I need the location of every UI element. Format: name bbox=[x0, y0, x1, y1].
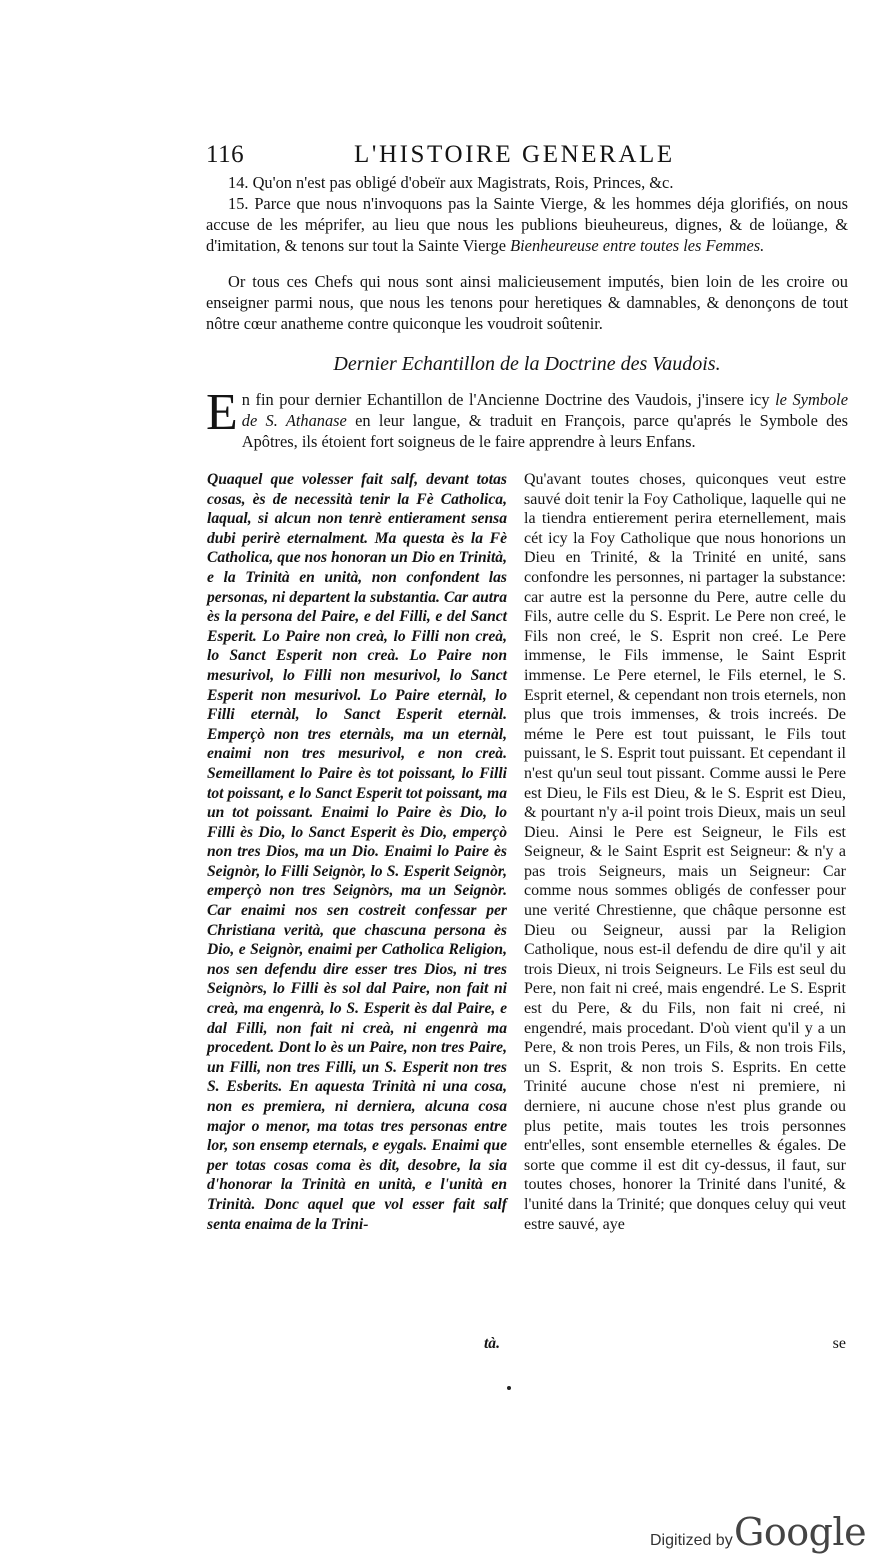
section-title: Dernier Echantillon de la Doctrine des Vaudois. bbox=[333, 353, 721, 375]
french-text: Qu'avant toutes choses, quiconques veut estre sauvé doit tenir la Foy Catholique, laquelle qui ne la tiendra entierement perira eternellement, mais cét icy la Foy Catholique que nous honorions un Dieu en Trinité, & la Trinité en unité, sans confondre les personnes, ni partager la substance: car autre est la personne du Pere, autre celle du Fils, autre celle du S. Esprit. Le Pere non creé, le Fils non creé, le S. Esprit non creé. Le Pere immense, le Fils immense, le Saint Esprit immense. Le Pere eternel, le Fils eternel, le S. Esprit eternel, & cependant non trois eternels, non plus que trois immenses, & trois increés. De méme le Pere est tout puissant, le Fils tout puissant, le S. Esprit tout puissant. Et cependant il n'est qu'un seul tout pissant. Comme aussi le Pere est Dieu, le Fils est Dieu, & le S. Esprit est Dieu, & pourtant n'y a-il point trois Dieux, mais un seul Dieu. Ainsi le Pere est Seigneur, le Fils est Seigneur, & le Saint Esprit est Seigneur: & n'y a pas trois Seigneurs, mais un Seigneur: Car comme nous sommes obligés de confesser pour une verité Chrestienne, que châque personne est Dieu ou Seigneur, aussi par la Religion Catholique, nous est-il defendu de dire qu'il y ait trois Dieux, ni trois Seigneurs. Le Fils est seul du Pere, non fait ni creé, mais engendré. Le S. Esprit est du Pere, & du Fils, non fait ni creé, ni engendré, mais procedant. D'où vient qu'il y a un Pere, & non trois Peres, un Fils, & non trois Fils, un S. Esprit, & non trois S. Esprits. En cette Trinité aucune chose n'est ni premiere, ni derniere, ni aucune chose n'est plus grande ou plus petite, mais toutes les trois personnes entr'elles, sont ensemble eternelles & égales. De sorte que comme il est dit cy-dessus, il faut, sur toutes choses, honorer la Trinité dans l'unité, & l'unité dans la Trinité; que donques celuy qui veut estre sauvé, aye bbox=[524, 471, 846, 1233]
catchword: se bbox=[832, 1335, 846, 1352]
running-title: L'HISTOIRE GENERALE bbox=[354, 141, 675, 168]
echantillon-text-italic: le Symbole de S. Athanase bbox=[241, 390, 849, 430]
list-item-15-text: 15. Parce que nous n'invoquons pas la Sainte Vierge, & les hommes déja glorifiés, on nous accuse de les méprifer, au lieu que nous les publions bieuheureus, dignes, & de loüange, & d'imitation, & tenons sur tout la Sainte Vierge bbox=[206, 194, 848, 255]
vaudois-text: Quaquel que volesser fait salf, devant totas cosas, ès de necessità tenir la Fè Catholica, laqual, si alcun non tenrè entierament sensa dubi perirè eternalment. Ma questa ès la Fè Catholica, que nos honoran un Dio en Trinità, e la Trinità en unità, non confondent las personas, ni departent la substantia. Car autra ès la persona del Paire, e del Filli, e del Sanct Esperit. Lo Paire non creà, lo Filli non creà, lo Sanct Esperit non creà. Lo Paire non mesurivol, lo Filli non mesurivol, lo Sanct Esperit non mesurivol. Lo Paire eternàl, lo Filli eternàl, lo Sanct Esperit eternàl. Emperçò non tres eternàls, ma un eternàl, enaimi non tres mesurivol, e non creà. Semeillament lo Paire ès tot poissant, lo Filli tot poissant, e lo Sanct Esperit tot poissant, ma un tot poissant. Enaimi lo Paire ès Dio, lo Filli ès Dio, lo Sanct Esperit ès Dio, emperçò non tres Dios, ma un Dio. Enaimi lo Paire ès Seignòr, lo Filli Seignòr, lo S. Esperit Seignòr, emperçò non tres Seignòrs, ma un Seignòr. Car enaimi nos sen costreit confessar per Christiana verità, que chascuna persona ès Dio, e Seignòr, enaimi per Catholica Religion, nos sen defendu dire esser tres Dios, ni tres Seignòrs, lo Filli ès sol dal Paire, non fait ni creà, ma engenrà, lo S. Esperit ès dal Paire, e dal Filli, non fait ni creà, ni engenrà ma procedent. Dont lo ès un Paire, non tres Paire, un Filli, non tres Filli, un S. Esperit non tres S. Esberits. En aquesta Trinità ni una cosa, non es premiera, ni derniera, alcuna cosa major o menor, ma totas tres personas entre lor, son ensemp eternals, e eygals. Enaimi que per totas cosas coma ès dit, desobre, la sia d'honorar la Trinità en unità, e l'unità en Trinità. Donc aquel que vol esser fait salf senta enaima de la Trini- bbox=[207, 471, 507, 1233]
echantillon-text-after: en leur langue, & traduit en François, parce qu'aprés le Symbole des Apôtres, ils étoient fort soigneus de le faire apprendre à leurs Enfans. bbox=[241, 411, 848, 451]
digitized-watermark bbox=[650, 1510, 867, 1562]
numbered-list bbox=[206, 172, 848, 256]
echantillon-paragraph bbox=[206, 384, 849, 452]
intro-paragraph: Or tous ces Chefs qui nous sont ainsi malicieusement imputés, bien loin de les croire ou enseigner parmi nous, que nous les tenons pour heretiques & damnables, & denonçons de tout nôtre cœur anatheme contre quiconque les voudroit soûtenir. bbox=[206, 272, 848, 333]
drop-cap: E bbox=[206, 384, 238, 441]
page-header bbox=[206, 140, 846, 170]
vaudois-column bbox=[207, 470, 507, 1234]
google-logo: Google bbox=[734, 1510, 867, 1554]
echantillon-text-before: n fin pour dernier Echantillon de l'Ancienne Doctrine des Vaudois, j'insere icy bbox=[241, 390, 776, 409]
list-item-15 bbox=[206, 193, 848, 256]
list-item-15-italic: Bienheureuse entre toutes les Femmes. bbox=[510, 236, 765, 255]
digitized-label: Digitized by bbox=[650, 1532, 733, 1549]
french-column bbox=[524, 470, 846, 1234]
page-number: 116 bbox=[206, 141, 245, 168]
list-item-14: 14. Qu'on n'est pas obligé d'obeïr aux Magistrats, Rois, Princes, &c. bbox=[228, 173, 674, 192]
ink-dot bbox=[507, 1386, 511, 1390]
vaudois-column-end: tà. bbox=[483, 1335, 500, 1352]
